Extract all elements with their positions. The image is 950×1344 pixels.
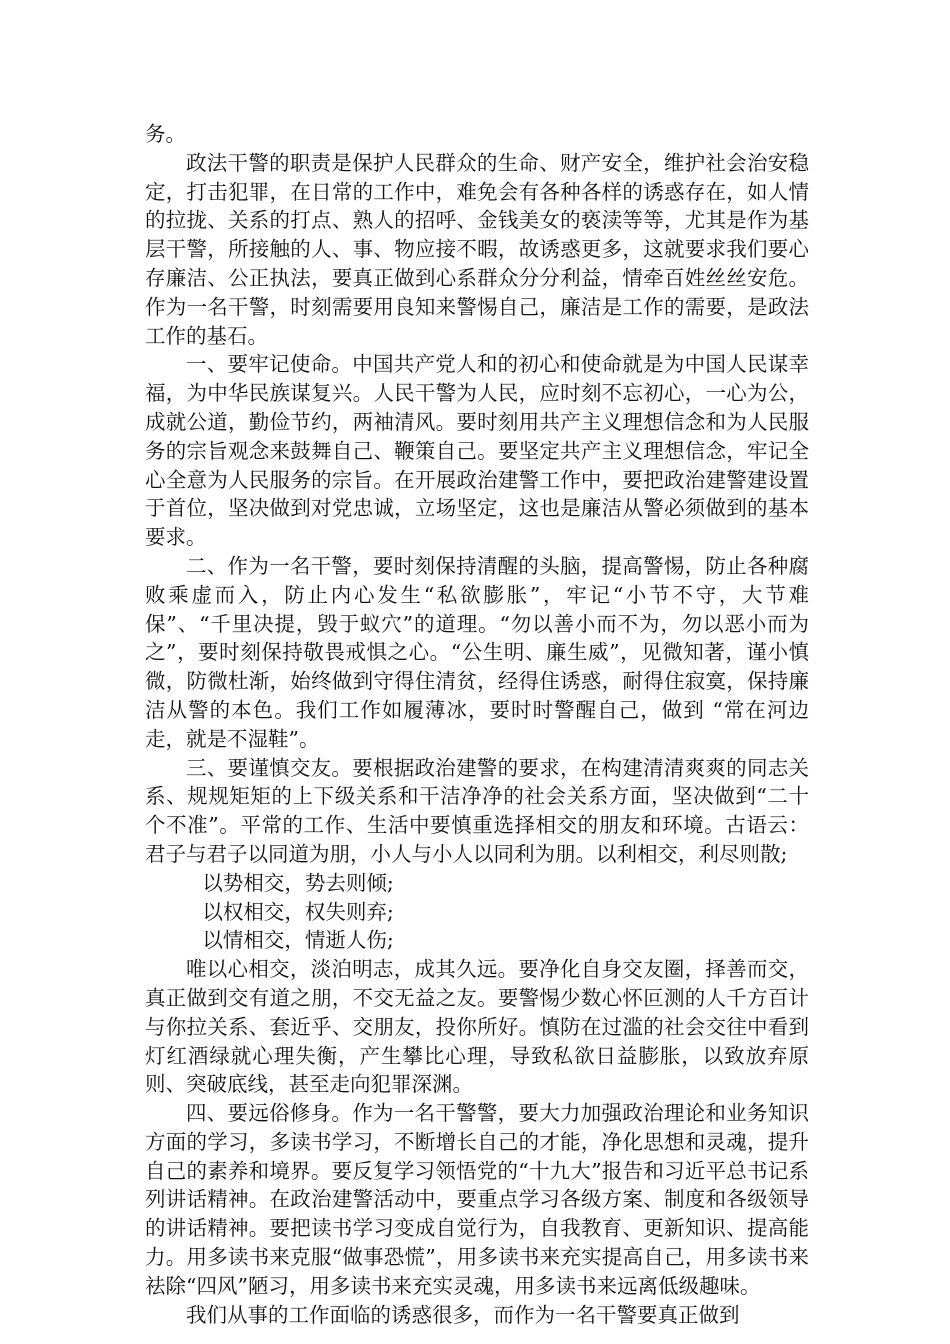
- paragraph-continuation: 务。: [145, 122, 186, 146]
- verse-line-authority: 以权相交，权失则弃;: [202, 899, 394, 924]
- document-body: [145, 120, 809, 1329]
- paragraph-point-one: 一、要牢记使命。中国共产党人和的初心和使命就是为中国人民谋幸福，为中华民族谋复兴。人民干警为人民，应时刻不忘初心，一心为公，成就公道，勤俭节约，两袖清风。要时刻用共产主义理想信念和为人民服务的宗旨观念来鼓舞自己、鞭策自己。要坚定共产主义理想信念，牢记全心全意为人民服务的宗旨。在开展政治建警工作中，要把政治建警建设置于首位，坚决做到对党忠诚，立场坚定，这也是廉洁从警必须做到的基本要求。: [145, 352, 809, 550]
- paragraph-point-two: 二、作为一名干警，要时刻保持清醒的头脑，提高警惕，防止各种腐败乘虚而入，防止内心发生“私欲膨胀”，牢记“小节不守，大节难保”、“千里决提，毁于蚁穴”的道理。“勿以善小而不为，勿以恶小而为之”，要时刻保持敬畏戒惧之心。“公生明、廉生威”，见微知著，谨小慎微，防微杜渐，始终做到守得住清贫，经得住诱惑，耐得住寂寞，保持廉洁从警的本色。我们工作如履薄冰，要时时警醒自己，做到 “常在河边走，就是不湿鞋”。: [145, 553, 809, 751]
- paragraph-closing: 我们从事的工作面临的诱惑很多，而作为一名干警要真正做到: [186, 1302, 740, 1327]
- verse-line-power: 以势相交，势去则倾;: [202, 870, 394, 895]
- paragraph-point-three: 三、要谨慎交友。要根据政治建警的要求，在构建清清爽爽的同志关系、规规矩矩的上下级关系和干洁净净的社会关系方面，坚决做到“二十个不准”。平常的工作、生活中要慎重选择相交的朋友和环境。古语云：君子与君子以同道为朋，小人与小人以同利为朋。以利相交，利尽则散;: [145, 755, 809, 866]
- paragraph-duty: 政法干警的职责是保护人民群众的生命、财产安全，维护社会治安稳定，打击犯罪，在日常的工作中，难免会有各种各样的诱惑存在，如人情的拉拢、关系的打点、熟人的招呼、金钱美女的亵渎等等，尤其是作为基层干警，所接触的人、事、物应接不暇，故诱惑更多，这就要求我们要心存廉洁、公正执法，要真正做到心系群众分分利益，情牵百姓丝丝安危。作为一名干警，时刻需要用良知来警惕自己，廉洁是工作的需要，是政法工作的基石。: [145, 150, 809, 348]
- paragraph-point-four: 四、要远俗修身。作为一名干警警，要大力加强政治理论和业务知识方面的学习，多读书学习，不断增长自己的才能，净化思想和灵魂，提升自己的素养和境界。要反复学习领悟党的“十九大”报告和习近平总书记系列讲话精神。在政治建警活动中，要重点学习各级方案、制度和各级领导的讲话精神。要把读书学习变成自觉行为，自我教育、更新知识、提高能力。用多读书来克服“做事恐慌”，用多读书来充实提高自己，用多读书来祛除“四风”陋习，用多读书来充实灵魂，用多读书来远离低级趣味。: [145, 1101, 809, 1298]
- verse-line-emotion: 以情相交，情逝人伤;: [202, 928, 394, 953]
- paragraph-heart: 唯以心相交，淡泊明志，成其久远。要净化自身交友圈，择善而交，真正做到交有道之朋，不交无益之友。要警惕少数心怀叵测的人千方百计与你拉关系、套近乎、交朋友，投你所好。慎防在过滥的社会交往中看到灯红酒绿就心理失衡，产生攀比心理，导致私欲日益膨胀，以致放弃原则、突破底线，甚至走向犯罪深渊。: [145, 957, 809, 1097]
